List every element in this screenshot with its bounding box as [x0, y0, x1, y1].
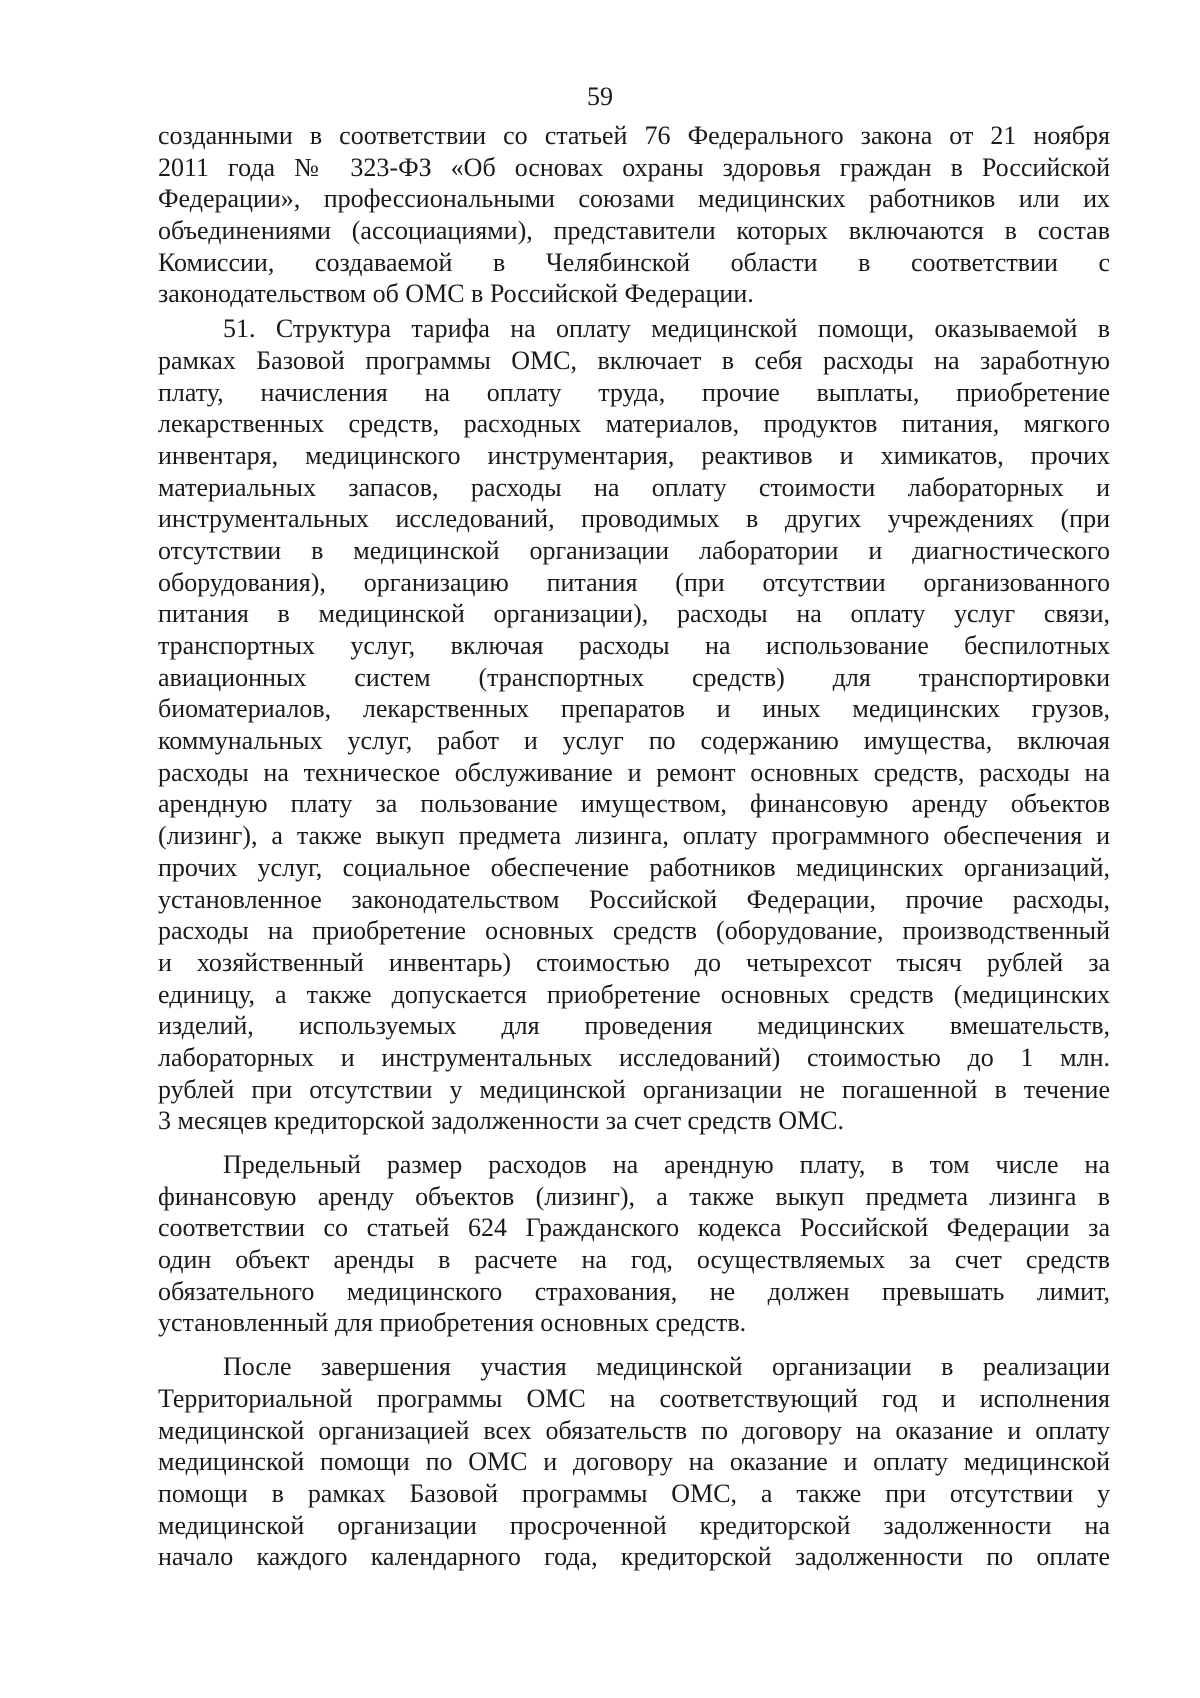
paragraph-after-completion: [158, 1351, 1110, 1573]
text-line: помощи в рамках Базовой программы ОМС, а также при отсутствии у: [158, 1478, 1110, 1508]
text-line: медицинской организацией всех обязательств по договору на оказание и оплату: [158, 1415, 1110, 1445]
text-line: изделий, используемых для проведения медицинских вмешательств,: [158, 1011, 1110, 1041]
text-line: медицинской помощи по ОМС и договору на оказание и оплату медицинской: [158, 1447, 1110, 1477]
text-line: расходы на техническое обслуживание и ремонт основных средств, расходы на: [158, 757, 1110, 787]
text-line: 2011 года № 323-ФЗ «Об основах охраны здоровья граждан в Российской: [158, 152, 1110, 182]
text-line: законодательством об ОМС в Российской Федерации.: [158, 279, 754, 309]
text-line: прочих услуг, социальное обеспечение работников медицинских организаций,: [158, 852, 1110, 882]
text-line: установленный для приобретения основных средств.: [158, 1308, 747, 1338]
text-line: материальных запасов, расходы на оплату стоимости лабораторных и: [158, 472, 1110, 502]
text-line: объединениями (ассоциациями), представители которых включаются в состав: [158, 216, 1110, 246]
text-line: питания в медицинской организации), расходы на оплату услуг связи,: [158, 599, 1110, 629]
text-line: транспортных услуг, включая расходы на использование беспилотных: [158, 631, 1110, 660]
text-line: соответствии со статьей 624 Гражданского кодекса Российской Федерации за: [158, 1213, 1110, 1243]
text-line: рамках Базовой программы ОМС, включает в себя расходы на заработную: [158, 345, 1110, 375]
text-line: Предельный размер расходов на арендную плату, в том числе на: [223, 1150, 1110, 1179]
page-number: 59: [587, 82, 613, 111]
text-line: начало каждого календарного года, кредиторской задолженности по оплате: [158, 1542, 1110, 1572]
text-line: Федерации», профессиональными союзами медицинских работников или их: [158, 184, 1110, 214]
text-line: расходы на приобретение основных средств (оборудование, производственный: [158, 916, 1110, 946]
text-line: плату, начисления на оплату труда, прочие выплаты, приобретение: [158, 377, 1110, 407]
text-line: установленное законодательством Российской Федерации, прочие расходы,: [158, 884, 1110, 914]
paragraph-1: [158, 120, 1110, 310]
text-line: После завершения участия медицинской организации в реализации: [223, 1352, 1110, 1382]
text-line: единицу, а также допускается приобретение основных средств (медицинских: [158, 979, 1110, 1009]
text-line: Комиссии, создаваемой в Челябинской области в соответствии с: [158, 247, 1110, 277]
text-line: отсутствии в медицинской организации лаборатории и диагностического: [158, 535, 1110, 565]
text-line: рублей при отсутствии у медицинской организации не погашенной в течение: [158, 1074, 1110, 1104]
text-line: один объект аренды в расчете на год, осуществляемых за счет средств: [158, 1245, 1110, 1275]
text-line: финансовую аренду объектов (лизинг), а также выкуп предмета лизинга в: [158, 1181, 1110, 1211]
paragraph-lease-limit: [158, 1149, 1110, 1339]
text-line: инструментальных исследований, проводимых в других учреждениях (при: [158, 504, 1110, 534]
text-line: авиационных систем (транспортных средств) для транспортировки: [158, 662, 1110, 692]
text-line: коммунальных услуг, работ и услуг по содержанию имущества, включая: [158, 726, 1110, 756]
paragraph-51: [158, 313, 1110, 1137]
text-line: инвентаря, медицинского инструментария, реактивов и химикатов, прочих: [158, 440, 1110, 470]
text-line: арендную плату за пользование имуществом, финансовую аренду объектов: [158, 789, 1110, 819]
text-line: Территориальной программы ОМС на соответствующий год и исполнения: [158, 1383, 1110, 1413]
document-body: [158, 120, 1110, 1573]
text-line: и хозяйственный инвентарь) стоимостью до четырехсот тысяч рублей за: [158, 947, 1110, 977]
text-line: медицинской организации просроченной кредиторской задолженности на: [158, 1510, 1110, 1540]
text-line: 51. Структура тарифа на оплату медицинской помощи, оказываемой в: [223, 314, 1110, 344]
text-line: лабораторных и инструментальных исследований) стоимостью до 1 млн.: [158, 1042, 1110, 1072]
text-line: оборудования), организацию питания (при отсутствии организованного: [158, 567, 1110, 597]
text-line: (лизинг), а также выкуп предмета лизинга, оплату программного обеспечения и: [158, 821, 1110, 851]
text-line: созданными в соответствии со статьей 76 Федерального закона от 21 ноября: [158, 121, 1110, 150]
text-line: 3 месяцев кредиторской задолженности за счет средств ОМС.: [158, 1106, 844, 1136]
text-line: обязательного медицинского страхования, не должен превышать лимит,: [158, 1276, 1110, 1306]
text-line: лекарственных средств, расходных материалов, продуктов питания, мягкого: [158, 409, 1110, 439]
text-line: биоматериалов, лекарственных препаратов и иных медицинских грузов,: [158, 694, 1110, 724]
